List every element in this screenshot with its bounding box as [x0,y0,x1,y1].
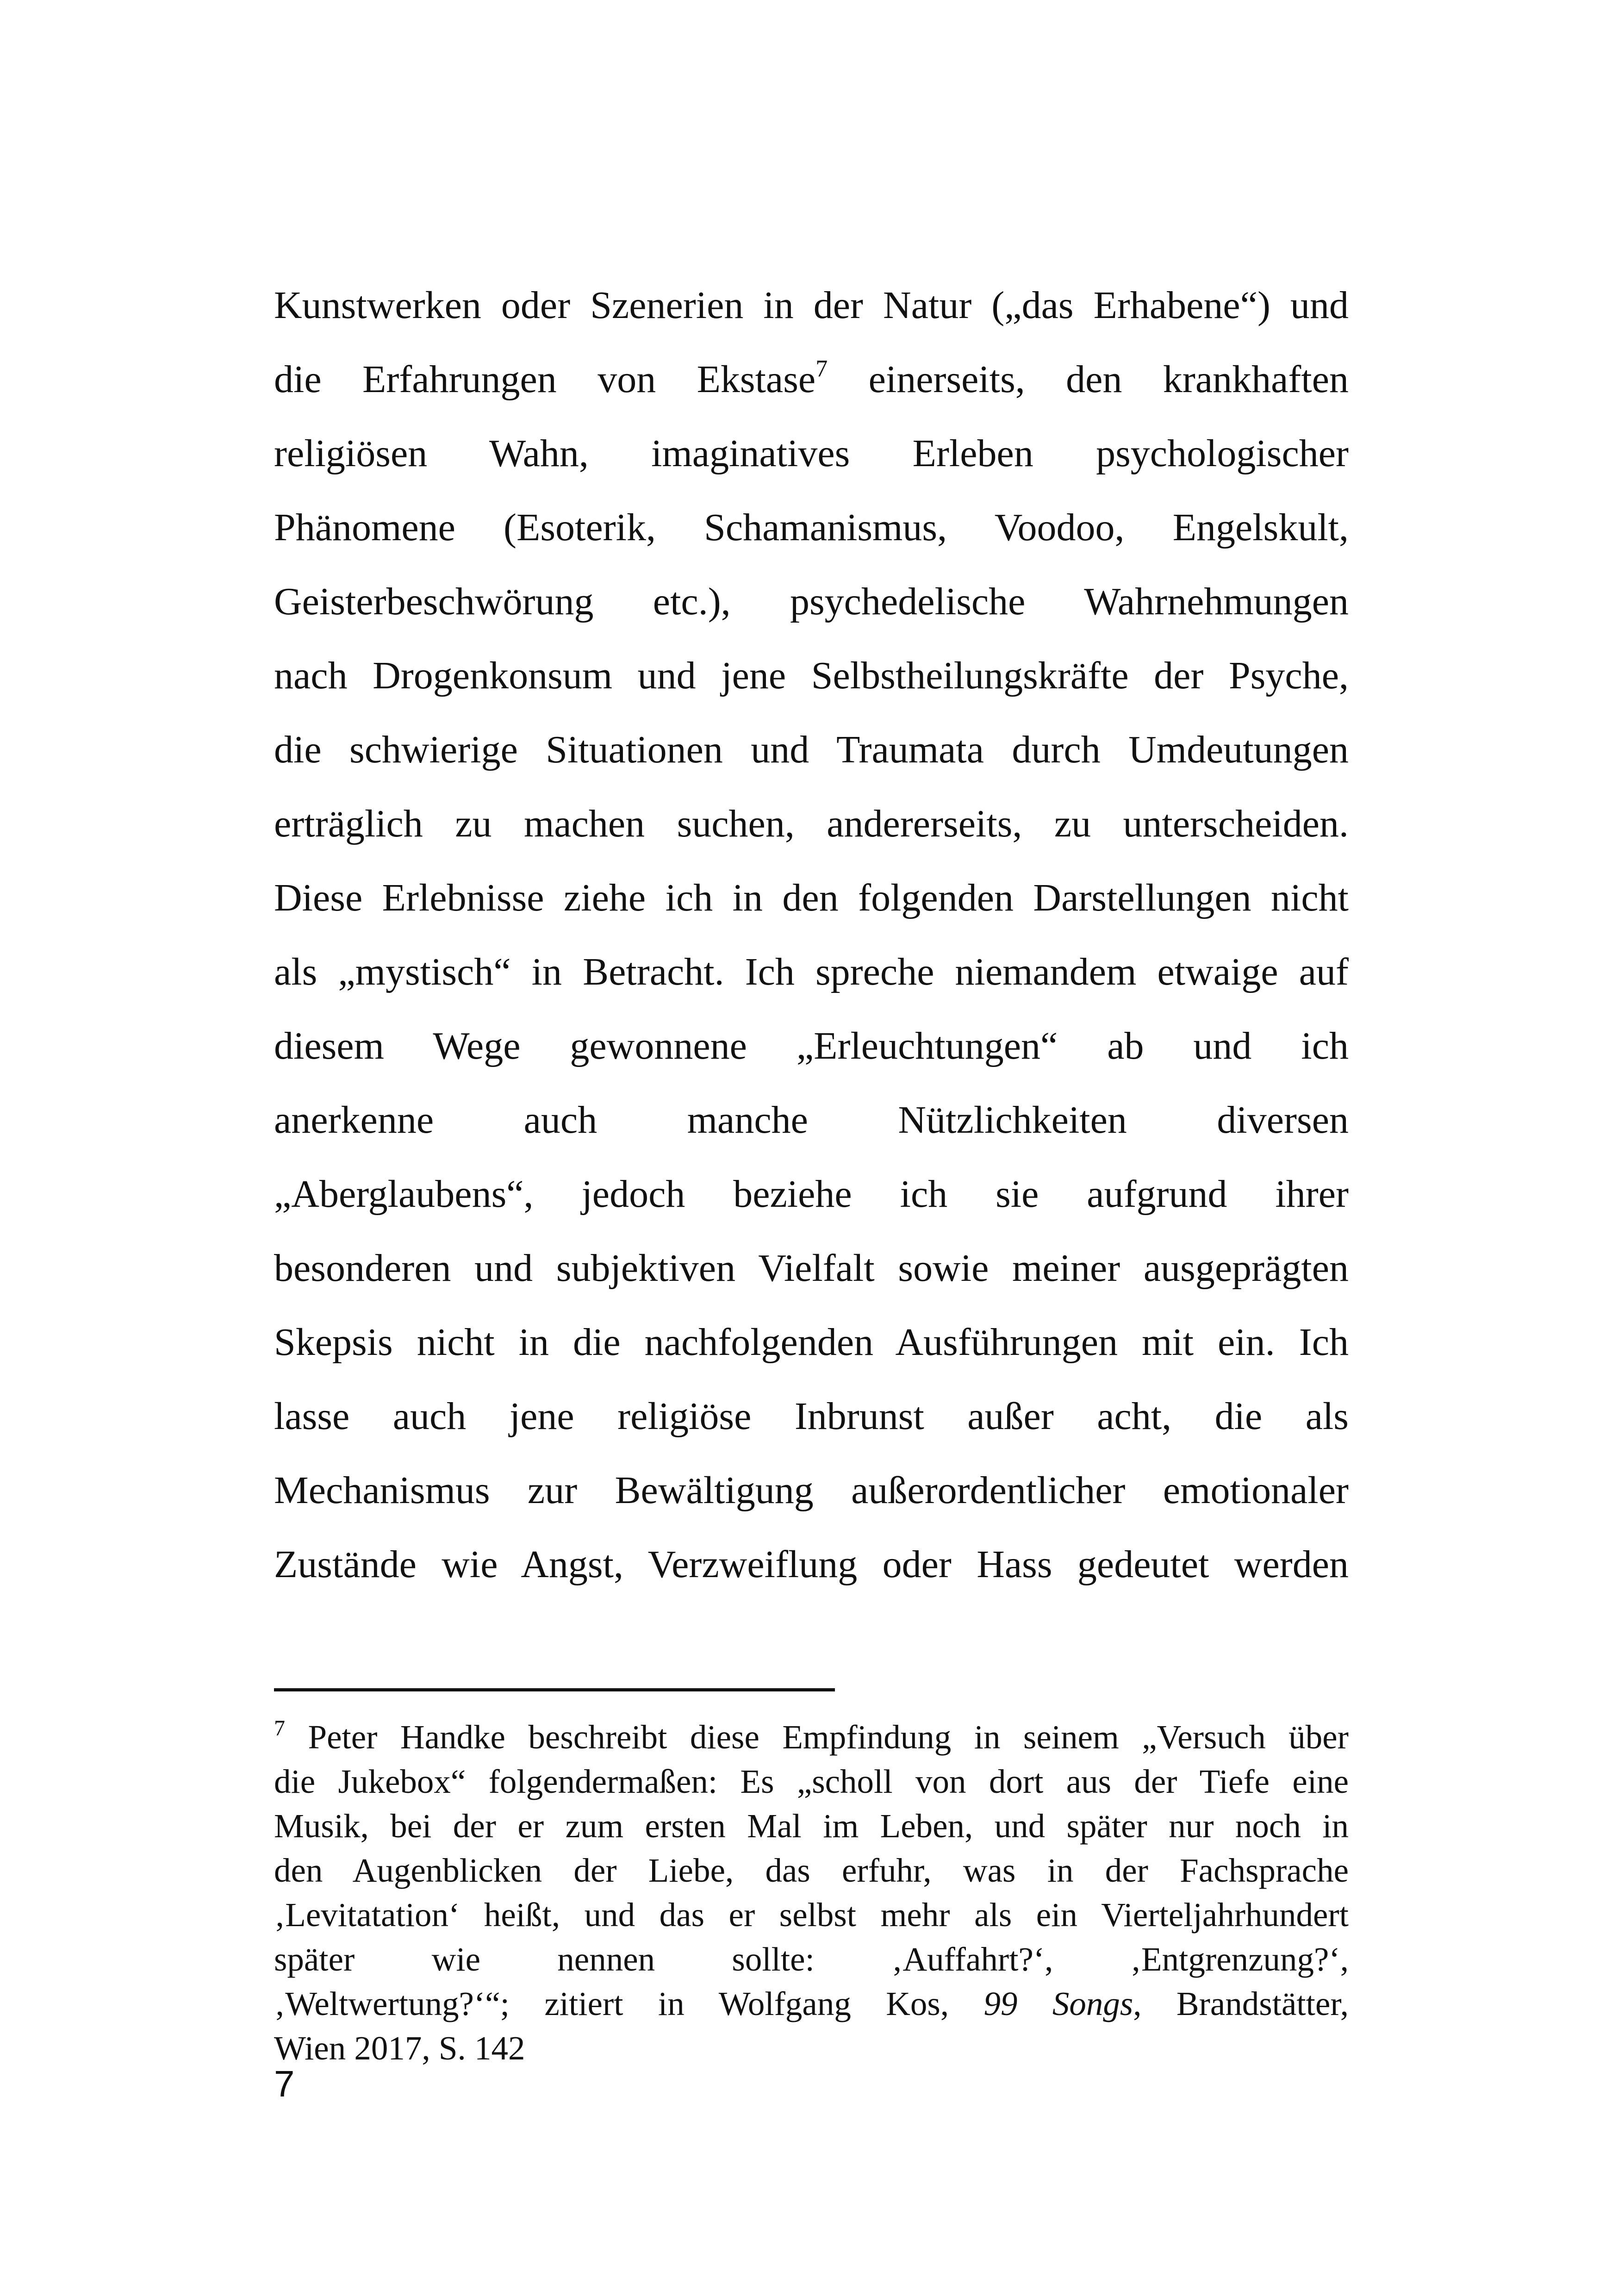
body-line: als „mystisch“ in Betracht. Ich spreche niemandem etwaige auf [274,950,1349,993]
body-line: Diese Erlebnisse ziehe ich in den folgenden Darstellungen nicht [274,876,1349,919]
body-line: anerkenne auch manche Nützlichkeiten diversen [274,1098,1349,1142]
body-line: erträglich zu machen suchen, andererseits, zu unterscheiden. [274,802,1349,845]
footnote [274,1715,1349,2071]
body-line: Geisterbeschwörung etc.), psychedelische Wahrnehmungen [274,580,1349,623]
footnote-line: Wien 2017, S. 142 [274,2029,525,2067]
footnote-line-part: Peter Handke beschreibt diese Empfindung in seinem „Versuch über [308,1718,1349,1756]
body-line: Zustände wie Angst, Verzweiflung oder Hass gedeutet werden [274,1543,1349,1586]
body-line: Mechanismus zur Bewältigung außerordentlicher emotionaler [274,1469,1349,1512]
body-line: Skepsis nicht in die nachfolgenden Ausführungen mit ein. Ich [274,1321,1349,1364]
page-number: 7 [274,2063,295,2104]
footnote-line: später wie nennen sollte: ‚Auffahrt?‘, ‚Entgrenzung?‘, [274,1940,1349,1978]
body-line: diesem Wege gewonnene „Erleuchtungen“ ab und ich [274,1024,1349,1067]
footnote-line: ‚Levitatation‘ heißt, und das er selbst mehr als ein Vierteljahrhundert [274,1896,1349,1934]
footnote-divider [274,1688,835,1691]
body-line: die schwierige Situationen und Traumata durch Umdeutungen [274,728,1349,771]
footnote-book-title: 99 Songs [983,1985,1133,2022]
footnote-line: die Jukebox“ folgendermaßen: Es „scholl von dort aus der Tiefe eine [274,1763,1349,1800]
body-line: Phänomene (Esoterik, Schamanismus, Voodoo, Engelskult, [274,506,1349,549]
footnote-line-part: ‚Weltwertung?‘“; zitiert in Wolfgang Kos, [274,1985,949,2022]
body-text [274,268,1349,1602]
footnote-line: Musik, bei der er zum ersten Mal im Leben, und später nur noch in [274,1807,1349,1845]
body-line: religiösen Wahn, imaginatives Erleben psychologischer [274,432,1349,475]
body-line-part: einerseits, den krankhaften [868,358,1349,401]
body-line: besonderen und subjektiven Vielfalt sowie meiner ausgeprägten [274,1247,1349,1290]
body-line: lasse auch jene religiöse Inbrunst außer acht, die als [274,1395,1349,1438]
body-line: „Aberglaubens“, jedoch beziehe ich sie aufgrund ihrer [274,1173,1349,1216]
footnote-line [274,1715,1349,1759]
footnote-line: den Augenblicken der Liebe, das erfuhr, was in der Fachsprache [274,1852,1349,1889]
footnote-line [274,1982,1349,2026]
body-line: nach Drogenkonsum und jene Selbstheilungskräfte der Psyche, [274,654,1349,697]
body-line-part: die Erfahrungen von Ekstase [274,358,816,401]
footnote-line-part: , Brandstätter, [1133,1985,1349,2022]
body-line: Kunstwerken oder Szenerien in der Natur („das Erhabene“) und [274,284,1349,327]
body-line [274,343,1349,417]
footnote-mark: 7 [274,1716,285,1741]
footnote-reference: 7 [815,356,828,382]
